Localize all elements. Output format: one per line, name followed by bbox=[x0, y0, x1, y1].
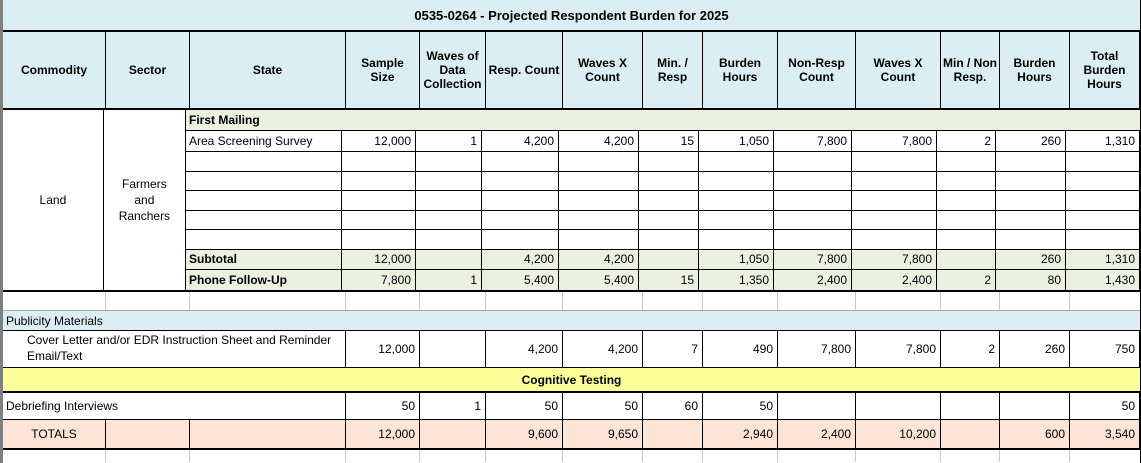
debriefing-sample-cell[interactable]: 50 bbox=[346, 393, 420, 419]
empty-cell[interactable] bbox=[639, 172, 699, 191]
spacer-cell bbox=[486, 292, 563, 310]
col-header-waves-of-data-collection[interactable] bbox=[420, 32, 486, 108]
empty-cell[interactable] bbox=[342, 191, 416, 210]
gridline-stub bbox=[703, 450, 778, 462]
debriefing-label-cell[interactable]: Debriefing Interviews bbox=[3, 393, 346, 419]
empty-cell[interactable] bbox=[699, 230, 774, 249]
phone-follow-up-non-resp-cell[interactable]: 2,400 bbox=[774, 270, 852, 290]
empty-cell[interactable] bbox=[416, 191, 482, 210]
cover-letter-label-cell[interactable]: Cover Letter and/or EDR Instruction Sheet and Reminder Email/Text bbox=[3, 331, 346, 367]
area-screening-non-resp-cell[interactable]: 7,800 bbox=[774, 131, 852, 151]
subtotal-waves-x-cell[interactable]: 4,200 bbox=[559, 250, 639, 269]
empty-cell[interactable] bbox=[852, 230, 937, 249]
cover-letter-resp-cell[interactable]: 4,200 bbox=[486, 331, 563, 367]
empty-cell[interactable] bbox=[186, 211, 342, 230]
empty-cell[interactable] bbox=[639, 191, 699, 210]
gridline-stub bbox=[563, 450, 643, 462]
empty-cell[interactable] bbox=[1066, 211, 1140, 230]
area-screening-waves-x2-cell[interactable]: 7,800 bbox=[852, 131, 937, 151]
col-header-min-non-resp-label: Min / Non Resp. bbox=[943, 55, 997, 84]
commodity-value: Land bbox=[39, 193, 67, 207]
phone-follow-up-waves-x-cell[interactable]: 5,400 bbox=[559, 270, 639, 290]
subtotal-total-cell[interactable]: 1,310 bbox=[1066, 250, 1140, 269]
col-header-sample-size-label: Sample Size bbox=[361, 55, 404, 84]
area-screening-row bbox=[186, 131, 1140, 152]
empty-cell[interactable] bbox=[1066, 152, 1140, 171]
col-header-resp-count-label: Resp. Count bbox=[488, 62, 560, 77]
empty-cell[interactable] bbox=[559, 191, 639, 210]
col-header-sector-label: Sector bbox=[128, 62, 167, 77]
phone-follow-up-total-cell[interactable]: 1,430 bbox=[1066, 270, 1140, 290]
spacer-row bbox=[3, 292, 1140, 310]
subtotal-waves-x2-cell[interactable]: 7,800 bbox=[852, 250, 937, 269]
empty-cell[interactable] bbox=[699, 152, 774, 171]
empty-state-row bbox=[186, 191, 1140, 211]
totals-burden-cell[interactable]: 2,940 bbox=[703, 420, 778, 448]
totals-waves-x2-cell[interactable]: 10,200 bbox=[856, 420, 941, 448]
phone-follow-up-burden-cell[interactable]: 1,350 bbox=[699, 270, 774, 290]
cover-letter-burden-cell[interactable]: 490 bbox=[703, 331, 778, 367]
empty-cell[interactable] bbox=[852, 191, 937, 210]
col-header-waves-x-resp-label: Waves X Count bbox=[578, 55, 627, 84]
empty-cell[interactable] bbox=[852, 152, 937, 171]
bottom-gridline-strip bbox=[3, 450, 1140, 462]
first-mailing-row[interactable] bbox=[186, 110, 1140, 131]
first-mailing-label-cell[interactable]: First Mailing bbox=[189, 113, 260, 127]
empty-cell[interactable] bbox=[186, 172, 342, 191]
col-header-waves-label: Waves of Data Collection bbox=[423, 48, 482, 92]
totals-total-cell[interactable]: 3,540 bbox=[1070, 420, 1140, 448]
col-header-min-per-non-resp[interactable] bbox=[941, 32, 1000, 108]
phone-follow-up-min-non-cell[interactable]: 2 bbox=[937, 270, 996, 290]
subtotal-waves-cell[interactable] bbox=[416, 250, 482, 269]
publicity-materials-label-cell[interactable]: Publicity Materials bbox=[6, 313, 103, 328]
gridline-stub bbox=[643, 450, 703, 462]
empty-cell[interactable] bbox=[639, 230, 699, 249]
debriefing-min-non-cell[interactable] bbox=[941, 393, 1000, 419]
phone-follow-up-row bbox=[186, 270, 1140, 290]
cover-letter-waves-cell[interactable] bbox=[420, 331, 486, 367]
empty-cell[interactable] bbox=[559, 152, 639, 171]
debriefing-min-resp-cell[interactable]: 60 bbox=[643, 393, 703, 419]
col-header-burden-hours-nonresp-label: Burden Hours bbox=[1013, 55, 1056, 84]
empty-cell[interactable] bbox=[559, 230, 639, 249]
empty-cell[interactable] bbox=[342, 211, 416, 230]
totals-burden2-cell[interactable]: 600 bbox=[1000, 420, 1070, 448]
totals-label-cell[interactable]: TOTALS bbox=[3, 420, 106, 448]
col-header-sector[interactable] bbox=[106, 32, 190, 108]
col-header-state-label: State bbox=[252, 62, 283, 77]
spacer-cell bbox=[778, 292, 856, 310]
cover-letter-row bbox=[3, 331, 1140, 368]
area-screening-waves-x-cell[interactable]: 4,200 bbox=[559, 131, 639, 151]
col-header-min-per-resp-label: Min. / Resp bbox=[657, 55, 688, 84]
spacer-cell bbox=[3, 292, 106, 310]
phone-follow-up-burden2-cell[interactable]: 80 bbox=[996, 270, 1066, 290]
column-header-row bbox=[3, 32, 1140, 110]
empty-state-row bbox=[186, 230, 1140, 250]
empty-cell[interactable] bbox=[482, 172, 559, 191]
col-header-resp-count[interactable] bbox=[486, 32, 563, 108]
phone-follow-up-label-cell[interactable]: Phone Follow-Up bbox=[186, 270, 342, 290]
spacer-cell bbox=[643, 292, 703, 310]
debriefing-non-resp-cell[interactable] bbox=[778, 393, 856, 419]
phone-follow-up-sample-cell[interactable]: 7,800 bbox=[342, 270, 416, 290]
empty-cell[interactable] bbox=[639, 211, 699, 230]
commodity-cell[interactable] bbox=[3, 110, 104, 290]
gridline-stub bbox=[1070, 450, 1140, 462]
empty-cell[interactable] bbox=[774, 230, 852, 249]
cover-letter-burden2-cell[interactable]: 260 bbox=[1000, 331, 1070, 367]
col-header-total-burden-label: Total Burden Hours bbox=[1083, 48, 1126, 92]
empty-cell[interactable] bbox=[1066, 172, 1140, 191]
subtotal-min-non-cell[interactable] bbox=[937, 250, 996, 269]
debriefing-resp-cell[interactable]: 50 bbox=[486, 393, 563, 419]
totals-waves-cell[interactable] bbox=[420, 420, 486, 448]
subtotal-row bbox=[186, 250, 1140, 270]
phone-follow-up-resp-cell[interactable]: 5,400 bbox=[482, 270, 559, 290]
empty-cell[interactable] bbox=[342, 172, 416, 191]
publicity-materials-row[interactable] bbox=[3, 310, 1140, 331]
gridline-stub bbox=[346, 450, 420, 462]
area-screening-total-cell[interactable]: 1,310 bbox=[1066, 131, 1140, 151]
totals-min-non-cell[interactable] bbox=[941, 420, 1000, 448]
empty-cell[interactable] bbox=[186, 152, 342, 171]
col-header-burden-hours-resp[interactable] bbox=[703, 32, 778, 108]
area-screening-label-cell[interactable]: Area Screening Survey bbox=[186, 131, 342, 151]
spacer-cell bbox=[563, 292, 643, 310]
debriefing-interviews-row bbox=[3, 393, 1140, 420]
empty-state-row bbox=[186, 211, 1140, 231]
empty-cell[interactable] bbox=[1066, 230, 1140, 249]
col-header-commodity-label: Commodity bbox=[21, 62, 87, 77]
phone-follow-up-waves-cell[interactable]: 1 bbox=[416, 270, 482, 290]
phone-follow-up-waves-x2-cell[interactable]: 2,400 bbox=[852, 270, 937, 290]
empty-cell[interactable] bbox=[774, 191, 852, 210]
debriefing-burden2-cell[interactable] bbox=[1000, 393, 1070, 419]
gridline-stub bbox=[856, 450, 941, 462]
area-screening-sample-cell[interactable]: 12,000 bbox=[342, 131, 416, 151]
area-screening-burden-cell[interactable]: 1,050 bbox=[699, 131, 774, 151]
empty-cell[interactable] bbox=[996, 230, 1066, 249]
empty-cell[interactable] bbox=[996, 211, 1066, 230]
empty-cell[interactable] bbox=[559, 211, 639, 230]
col-header-waves-x-count-nonresp[interactable] bbox=[856, 32, 941, 108]
empty-cell[interactable] bbox=[996, 191, 1066, 210]
empty-cell[interactable] bbox=[937, 230, 996, 249]
gridline-stub bbox=[486, 450, 563, 462]
area-screening-waves-cell[interactable]: 1 bbox=[416, 131, 482, 151]
cover-letter-sample-cell[interactable]: 12,000 bbox=[346, 331, 420, 367]
spacer-cell bbox=[856, 292, 941, 310]
cover-letter-total-cell[interactable]: 750 bbox=[1070, 331, 1140, 367]
col-header-non-resp-count[interactable] bbox=[778, 32, 856, 108]
spacer-cell bbox=[941, 292, 1000, 310]
col-header-waves-x-nonresp-label: Waves X Count bbox=[873, 55, 923, 84]
phone-follow-up-min-resp-cell[interactable]: 15 bbox=[639, 270, 699, 290]
subtotal-resp-cell[interactable]: 4,200 bbox=[482, 250, 559, 269]
subtotal-burden2-cell[interactable]: 260 bbox=[996, 250, 1066, 269]
empty-cell[interactable] bbox=[416, 230, 482, 249]
subtotal-non-resp-cell[interactable]: 7,800 bbox=[774, 250, 852, 269]
empty-cell[interactable] bbox=[774, 152, 852, 171]
table-title[interactable] bbox=[3, 0, 1140, 32]
empty-cell[interactable] bbox=[996, 152, 1066, 171]
sector-cell[interactable] bbox=[104, 110, 186, 290]
subtotal-burden-cell[interactable]: 1,050 bbox=[699, 250, 774, 269]
empty-cell[interactable] bbox=[186, 191, 342, 210]
debriefing-waves-x-cell[interactable]: 50 bbox=[563, 393, 643, 419]
empty-cell[interactable] bbox=[937, 152, 996, 171]
empty-cell[interactable] bbox=[342, 152, 416, 171]
subtotal-label-cell[interactable]: Subtotal bbox=[186, 250, 342, 269]
spacer-cell bbox=[106, 292, 190, 310]
cover-letter-min-resp-cell[interactable]: 7 bbox=[643, 331, 703, 367]
empty-state-row bbox=[186, 172, 1140, 192]
cover-letter-waves-x-cell[interactable]: 4,200 bbox=[563, 331, 643, 367]
spacer-cell bbox=[1070, 292, 1140, 310]
totals-min-resp-cell[interactable] bbox=[643, 420, 703, 448]
state-rows bbox=[186, 110, 1140, 290]
empty-cell[interactable] bbox=[699, 191, 774, 210]
debriefing-waves-x2-cell[interactable] bbox=[856, 393, 941, 419]
totals-waves-x-cell[interactable]: 9,650 bbox=[563, 420, 643, 448]
sector-value: Farmers and Ranchers bbox=[118, 176, 171, 224]
spacer-cell bbox=[190, 292, 346, 310]
spacer-cell bbox=[420, 292, 486, 310]
totals-non-resp-cell[interactable]: 2,400 bbox=[778, 420, 856, 448]
cover-letter-min-non-cell[interactable]: 2 bbox=[941, 331, 1000, 367]
col-header-non-resp-count-label: Non-Resp Count bbox=[788, 55, 845, 84]
empty-cell[interactable] bbox=[1066, 191, 1140, 210]
col-header-total-burden-hours[interactable] bbox=[1070, 32, 1140, 108]
empty-cell[interactable] bbox=[482, 230, 559, 249]
gridline-stub bbox=[1000, 450, 1070, 462]
gridline-stub bbox=[941, 450, 1000, 462]
empty-cell[interactable] bbox=[774, 172, 852, 191]
totals-sample-cell[interactable]: 12,000 bbox=[346, 420, 420, 448]
totals-sector-cell[interactable] bbox=[106, 420, 190, 448]
empty-cell[interactable] bbox=[852, 172, 937, 191]
empty-cell[interactable] bbox=[559, 172, 639, 191]
spacer-cell bbox=[346, 292, 420, 310]
debriefing-burden-cell[interactable]: 50 bbox=[703, 393, 778, 419]
empty-cell[interactable] bbox=[482, 191, 559, 210]
empty-cell[interactable] bbox=[416, 211, 482, 230]
cognitive-testing-row[interactable] bbox=[3, 368, 1140, 393]
spacer-cell bbox=[1000, 292, 1070, 310]
empty-cell[interactable] bbox=[639, 152, 699, 171]
empty-cell[interactable] bbox=[699, 172, 774, 191]
empty-cell[interactable] bbox=[996, 172, 1066, 191]
empty-cell[interactable] bbox=[482, 211, 559, 230]
empty-cell[interactable] bbox=[186, 230, 342, 249]
area-screening-resp-cell[interactable]: 4,200 bbox=[482, 131, 559, 151]
empty-cell[interactable] bbox=[937, 172, 996, 191]
col-header-commodity[interactable] bbox=[3, 32, 106, 108]
gridline-stub bbox=[190, 450, 346, 462]
col-header-burden-hours-nonresp[interactable] bbox=[1000, 32, 1070, 108]
debriefing-waves-cell[interactable]: 1 bbox=[420, 393, 486, 419]
totals-state-cell[interactable] bbox=[190, 420, 346, 448]
debriefing-total-cell[interactable]: 50 bbox=[1070, 393, 1140, 419]
empty-cell[interactable] bbox=[852, 211, 937, 230]
cover-letter-non-resp-cell[interactable]: 7,800 bbox=[778, 331, 856, 367]
col-header-min-per-resp[interactable] bbox=[643, 32, 703, 108]
empty-cell[interactable] bbox=[937, 191, 996, 210]
subtotal-min-resp-cell[interactable] bbox=[639, 250, 699, 269]
empty-cell[interactable] bbox=[416, 152, 482, 171]
table-title-text: 0535-0264 - Projected Respondent Burden for 2025 bbox=[414, 7, 729, 23]
totals-row bbox=[3, 420, 1140, 450]
col-header-sample-size[interactable] bbox=[346, 32, 420, 108]
empty-cell[interactable] bbox=[342, 230, 416, 249]
totals-resp-cell[interactable]: 9,600 bbox=[486, 420, 563, 448]
spacer-cell bbox=[703, 292, 778, 310]
empty-cell[interactable] bbox=[416, 172, 482, 191]
empty-cell[interactable] bbox=[699, 211, 774, 230]
area-screening-min-non-cell[interactable]: 2 bbox=[937, 131, 996, 151]
empty-state-row bbox=[186, 152, 1140, 172]
empty-cell[interactable] bbox=[774, 211, 852, 230]
land-section bbox=[3, 110, 1140, 292]
empty-cell[interactable] bbox=[482, 152, 559, 171]
empty-cell[interactable] bbox=[937, 211, 996, 230]
cover-letter-waves-x2-cell[interactable]: 7,800 bbox=[856, 331, 941, 367]
area-screening-min-resp-cell[interactable]: 15 bbox=[639, 131, 699, 151]
gridline-stub bbox=[420, 450, 486, 462]
gridline-stub bbox=[106, 450, 190, 462]
area-screening-burden2-cell[interactable]: 260 bbox=[996, 131, 1066, 151]
gridline-stub bbox=[778, 450, 856, 462]
gridline-stub bbox=[3, 450, 106, 462]
col-header-waves-x-count-resp[interactable] bbox=[563, 32, 643, 108]
cognitive-testing-label: Cognitive Testing bbox=[521, 372, 622, 387]
subtotal-sample-cell[interactable]: 12,000 bbox=[342, 250, 416, 269]
col-header-state[interactable] bbox=[190, 32, 346, 108]
col-header-burden-hours-resp-label: Burden Hours bbox=[719, 55, 761, 84]
